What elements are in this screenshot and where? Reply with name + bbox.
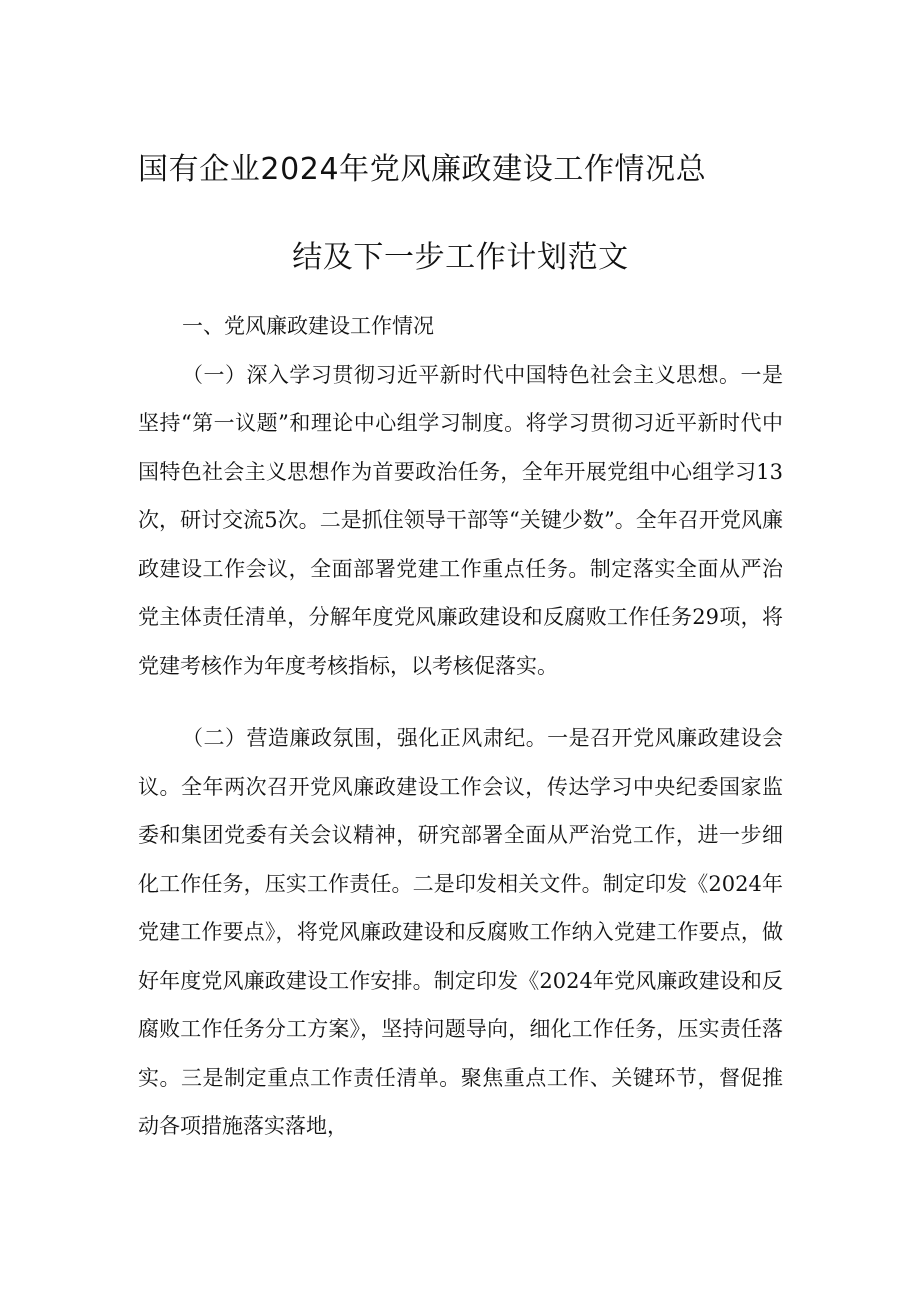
document-title-line-1: 国有企业2024年党风廉政建设工作情况总 bbox=[138, 152, 707, 187]
paragraph: （二）营造廉政氛围，强化正风肃纪。一是召开党风廉政建设会议。全年两次召开党风廉政建设工作会议，传达学习中央纪委国家监委和集团党委有关会议精神，研究部署全面从严治党工作，进一步细化工作任务，压实工作责任。二是印发相关文件。制定印发《2024年党建工作要点》，将党风廉政建设和反腐败工作纳入党建工作要点，做好年度党风廉政建设工作安排。制定印发《2024年党风廉政建设和反腐败工作任务分工方案》，坚持问题导向，细化工作任务，压实责任落实。三是制定重点工作责任清单。聚焦重点工作、关键环节，督促推动各项措施落实落地， bbox=[138, 726, 783, 1138]
document-title-line-2: 结及下一步工作计划范文 bbox=[292, 240, 629, 275]
section-heading: 一、党风廉政建设工作情况 bbox=[182, 314, 434, 338]
paragraph-spacer bbox=[138, 690, 783, 714]
paragraph: （一）深入学习贯彻习近平新时代中国特色社会主义思想。一是坚持“第一议题”和理论中心组学习制度。将学习贯彻习近平新时代中国特色社会主义思想作为首要政治任务，全年开展党组中心组学习13次，研讨交流5次。二是抓住领导干部等“关键少数”。全年召开党风廉政建设工作会议，全面部署党建工作重点任务。制定落实全面从严治党主体责任清单，分解年度党风廉政建设和反腐败工作任务29项，将党建考核作为年度考核指标，以考核促落实。 bbox=[138, 362, 783, 678]
document-body bbox=[138, 302, 783, 1151]
